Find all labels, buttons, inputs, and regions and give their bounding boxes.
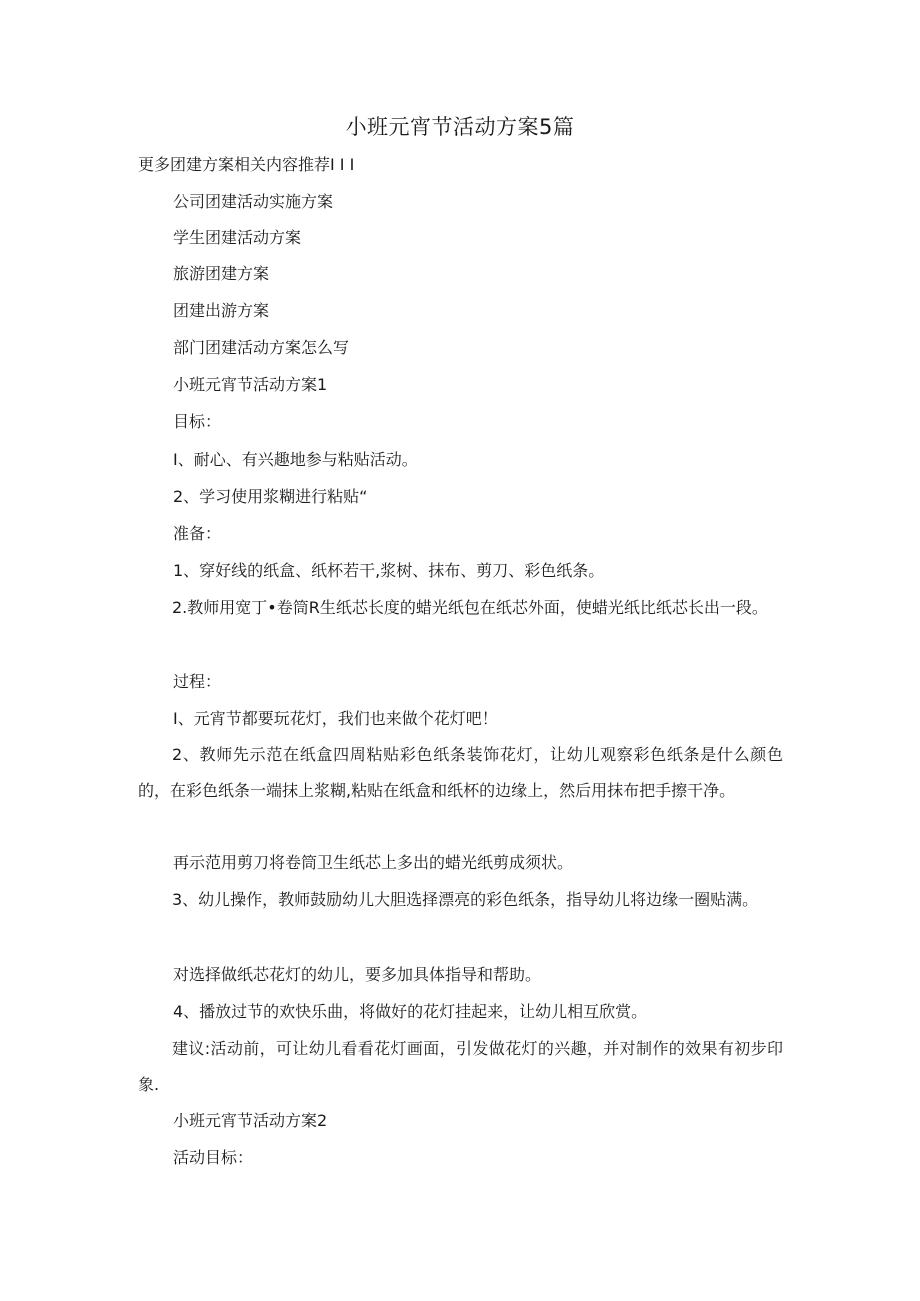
section2-heading: 小班元宵节活动方案2: [173, 1111, 328, 1130]
goal-item-1: I、耐心、有兴趣地参与粘贴活动。: [173, 450, 418, 469]
recommend-link-3[interactable]: 旅游团建方案: [173, 264, 270, 283]
process-item-3b: 对选择做纸芯花灯的幼儿，要多加具体指导和帮助。: [173, 965, 542, 984]
recommend-link-2[interactable]: 学生团建活动方案: [173, 228, 302, 247]
process-item-1: I、元宵节都要玩花灯，我们也来做个花灯吧！: [173, 709, 498, 728]
process-item-2b: 再示范用剪刀将卷筒卫生纸芯上多出的蜡光纸剪成须状。: [173, 853, 574, 872]
section2-goal-label: 活动目标：: [173, 1148, 254, 1167]
section1-heading: 小班元宵节活动方案1: [173, 375, 328, 394]
recommend-header: 更多团建方案相关内容推荐I I I: [138, 155, 355, 174]
document-title: 小班元宵节活动方案5篇: [345, 115, 575, 139]
process-label: 过程：: [173, 672, 222, 691]
recommend-link-5[interactable]: 部门团建活动方案怎么写: [173, 338, 350, 357]
prep-item-2: 2.教师用宽丁•卷筒R生纸芯长度的蜡光纸包在纸芯外面，使蜡光纸比纸芯长出一段。: [172, 598, 768, 617]
suggestion-text: 建议:活动前，可让幼儿看看花灯画面，引发做花灯的兴趣，并对制作的效果有初步印象.: [138, 1039, 783, 1094]
prep-label: 准备：: [173, 524, 222, 543]
goal-label: 目标：: [173, 412, 222, 431]
prep-item-1: 1、穿好线的纸盒、纸杯若干,浆树、抹布、剪刀、彩色纸条。: [173, 561, 605, 580]
process-item-4: 4、播放过节的欢快乐曲，将做好的花灯挂起来，让幼儿相互欣赏。: [173, 1002, 648, 1021]
recommend-link-4[interactable]: 团建出游方案: [173, 301, 270, 320]
goal-item-2: 2、学习使用浆糊进行粘贴“: [173, 487, 368, 506]
process-item-3: 3、幼儿操作，教师鼓励幼儿大胆选择漂亮的彩色纸条，指导幼儿将边缘一圈贴满。: [172, 890, 759, 909]
recommend-link-1[interactable]: 公司团建活动实施方案: [173, 192, 334, 211]
process-item-2: 2、教师先示范在纸盒四周粘贴彩色纸条装饰花灯，让幼儿观察彩色纸条是什么颜色的，在彩色纸条一端抹上浆糊,粘贴在纸盒和纸杯的边缘上，然后用抹布把手擦干净。: [138, 745, 783, 800]
